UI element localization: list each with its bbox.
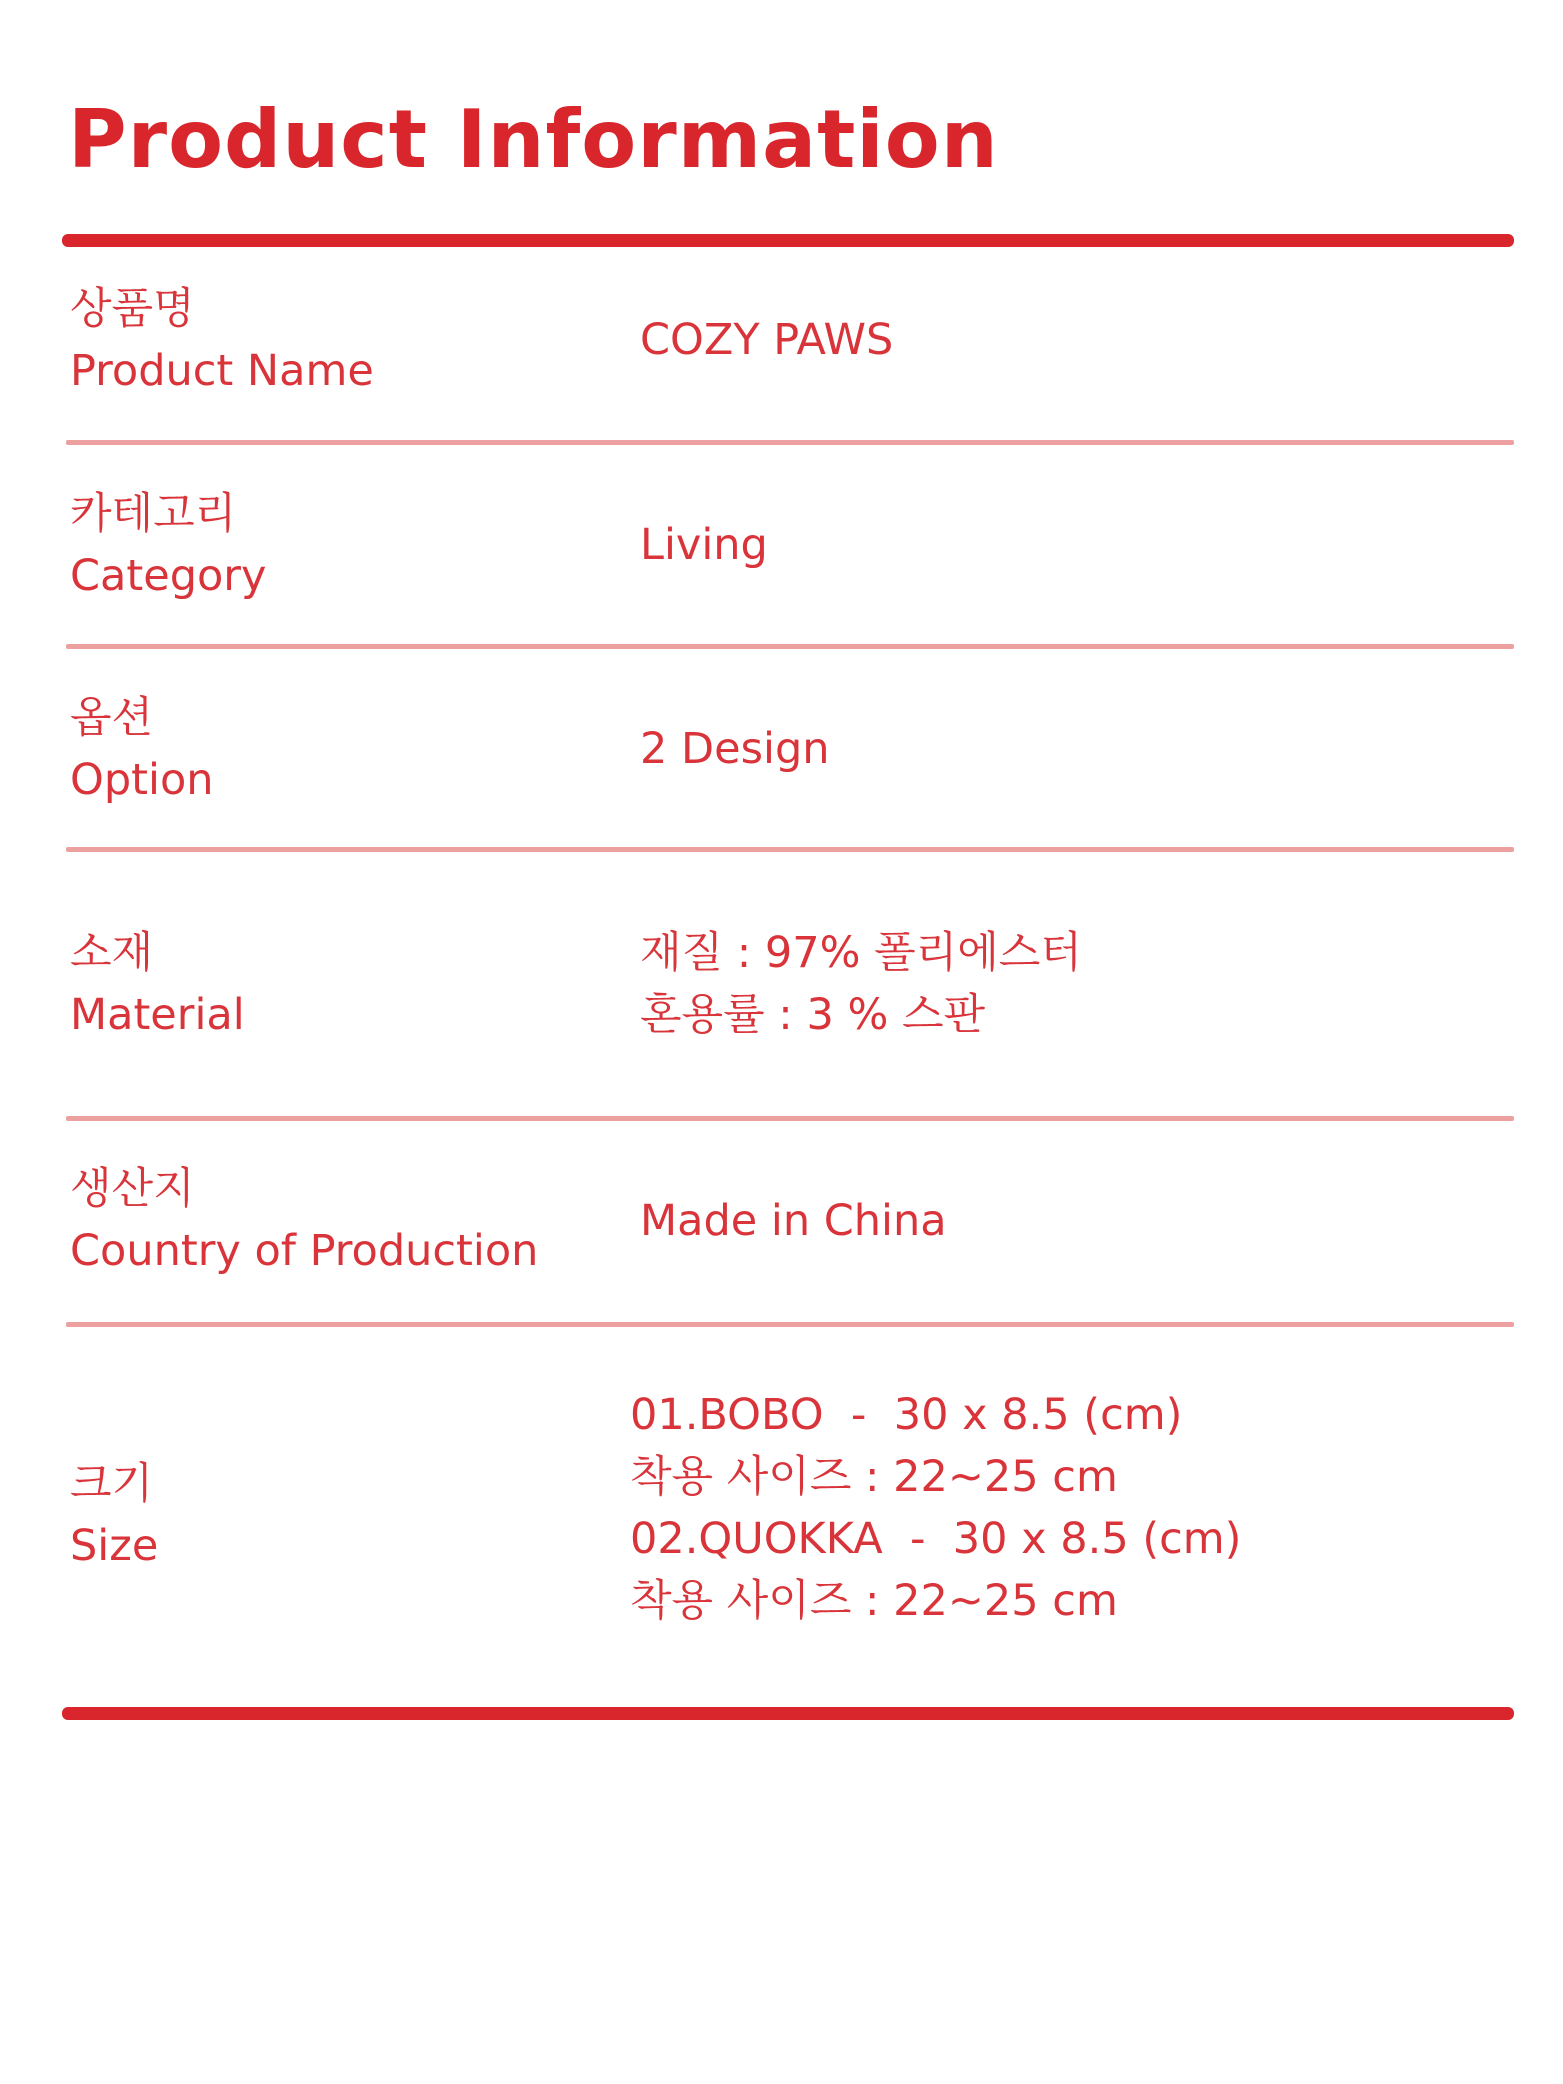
label-ko: 옵션	[70, 693, 154, 743]
value-category	[640, 514, 768, 576]
value-line: Living	[640, 520, 768, 570]
label-option	[70, 687, 214, 811]
value-line: 착용 사이즈 : 22~25 cm	[630, 1576, 1118, 1626]
value-size	[630, 1384, 1241, 1632]
value-product-name	[640, 309, 893, 371]
top-divider	[62, 234, 1514, 247]
label-size	[70, 1453, 158, 1577]
value-line: Made in China	[640, 1196, 947, 1246]
row-divider	[66, 644, 1514, 649]
value-line: 재질 : 97% 폴리에스터	[640, 928, 1082, 978]
label-ko: 크기	[70, 1459, 154, 1509]
label-ko: 카테고리	[70, 489, 237, 539]
value-line: COZY PAWS	[640, 315, 894, 365]
label-country	[70, 1158, 538, 1282]
bottom-divider	[62, 1707, 1514, 1720]
value-line: 착용 사이즈 : 22~25 cm	[630, 1452, 1118, 1502]
page-title: Product Information	[68, 93, 999, 186]
value-material	[640, 922, 1082, 1046]
label-category	[70, 483, 266, 607]
row-divider	[66, 847, 1514, 852]
label-en: Product Name	[70, 346, 374, 396]
label-ko: 소재	[70, 928, 154, 978]
label-material	[70, 922, 245, 1046]
value-option	[640, 718, 830, 780]
value-country	[640, 1190, 947, 1252]
value-line: 2 Design	[640, 724, 830, 774]
label-en: Material	[70, 990, 245, 1040]
row-divider	[66, 440, 1514, 445]
label-ko: 생산지	[70, 1164, 195, 1214]
label-en: Country of Production	[70, 1226, 539, 1276]
label-en: Option	[70, 755, 214, 805]
row-divider	[66, 1322, 1514, 1327]
label-en: Category	[70, 551, 267, 601]
value-line: 01.BOBO - 30 x 8.5 (cm)	[630, 1390, 1183, 1440]
label-ko: 상품명	[70, 284, 195, 334]
label-product-name	[70, 278, 374, 402]
value-line: 혼용률 : 3 % 스판	[640, 990, 986, 1040]
label-en: Size	[70, 1521, 159, 1571]
value-line: 02.QUOKKA - 30 x 8.5 (cm)	[630, 1514, 1242, 1564]
row-divider	[66, 1116, 1514, 1121]
